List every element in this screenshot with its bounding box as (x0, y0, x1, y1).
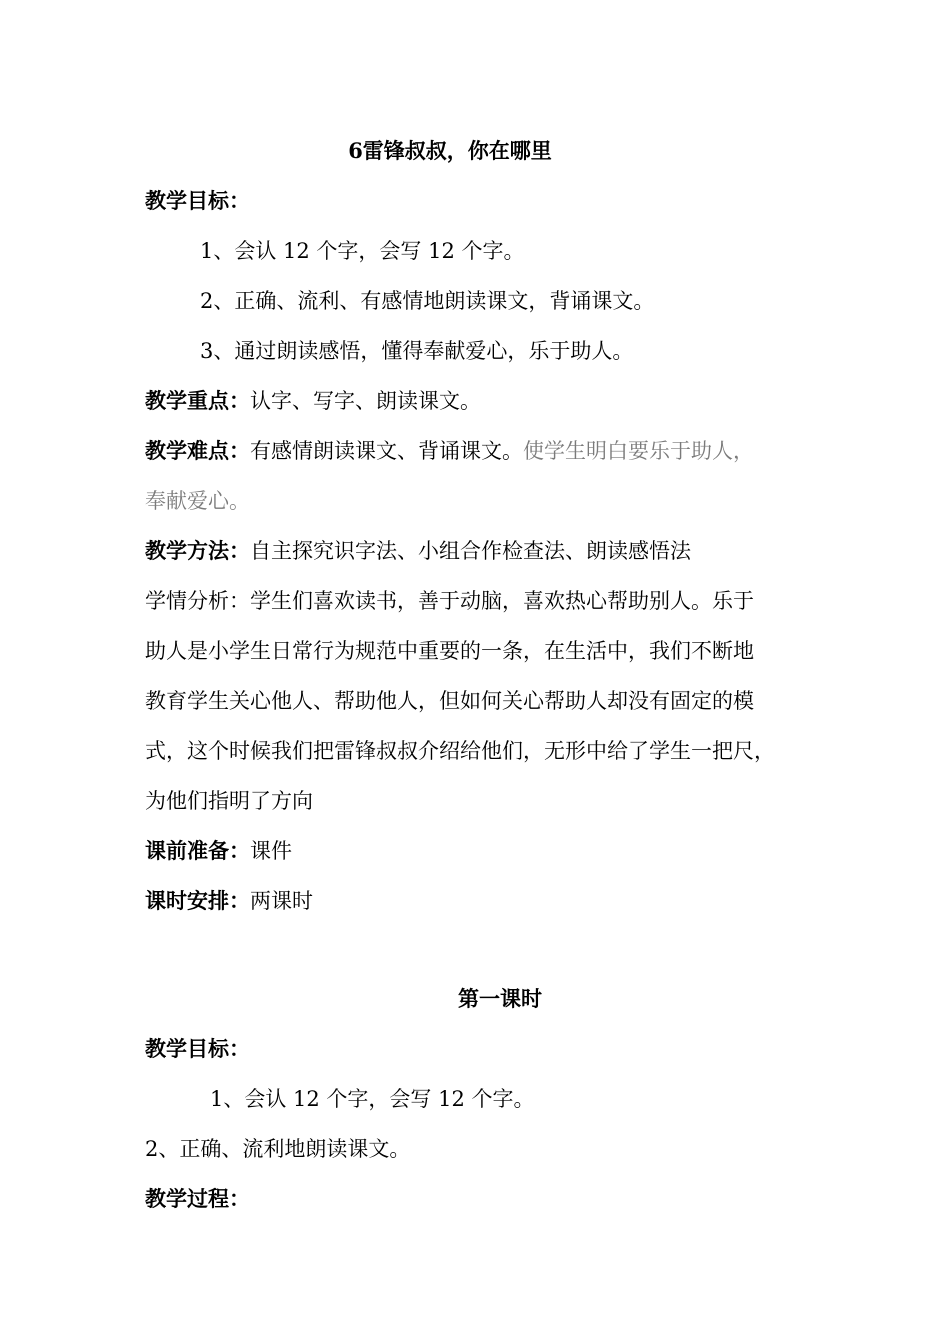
key-points-label: 教学重点： (145, 388, 250, 413)
schedule-label: 课时安排： (145, 888, 250, 913)
key-points-row (145, 386, 835, 416)
difficulties-text-gray: 使学生明白要乐于助人， (523, 439, 754, 463)
lesson1-goal-item-1: 1、会认 12 个字，会写 12 个字。 (210, 1087, 535, 1111)
schedule-row (145, 886, 835, 916)
analysis-line-1: 学情分析：学生们喜欢读书，善于动脑，喜欢热心帮助别人。乐于 (145, 589, 754, 613)
key-points-text: 认字、写字、朗读课文。 (250, 389, 481, 413)
difficulties-text: 有感情朗读课文、背诵课文。 (250, 439, 523, 463)
lesson1-goal-item-2: 2、正确、流利地朗读课文。 (145, 1137, 411, 1161)
difficulties-continuation: 奉献爱心。 (145, 489, 250, 513)
analysis-line-5: 为他们指明了方向 (145, 789, 313, 813)
methods-text: 自主探究识字法、小组合作检查法、朗读感悟法 (250, 539, 691, 563)
methods-label: 教学方法： (145, 538, 250, 563)
preparation-row (145, 836, 835, 866)
preparation-text: 课件 (250, 839, 292, 863)
analysis-line-3: 教育学生关心他人、帮助他人，但如何关心帮助人却没有固定的模 (145, 689, 754, 713)
methods-row (145, 536, 835, 566)
analysis-line-4: 式，这个时候我们把雷锋叔叔介绍给他们，无形中给了学生一把尺， (145, 739, 775, 763)
goal-item-3: 3、通过朗读感悟，懂得奉献爱心，乐于助人。 (200, 339, 634, 363)
goal-item-2: 2、正确、流利、有感情地朗读课文，背诵课文。 (200, 289, 655, 313)
lesson1-title: 第一课时 (458, 986, 542, 1011)
goal-item-1: 1、会认 12 个字，会写 12 个字。 (200, 239, 525, 263)
lesson1-process-label: 教学过程： (145, 1186, 250, 1211)
goals-label: 教学目标： (145, 188, 250, 213)
difficulties-label: 教学难点： (145, 438, 250, 463)
document-title: 6雷锋叔叔，你在哪里 (348, 138, 552, 163)
analysis-line-2: 助人是小学生日常行为规范中重要的一条，在生活中，我们不断地 (145, 639, 754, 663)
schedule-text: 两课时 (250, 889, 313, 913)
lesson1-goals-label: 教学目标： (145, 1036, 250, 1061)
difficulties-row (145, 436, 835, 466)
preparation-label: 课前准备： (145, 838, 250, 863)
